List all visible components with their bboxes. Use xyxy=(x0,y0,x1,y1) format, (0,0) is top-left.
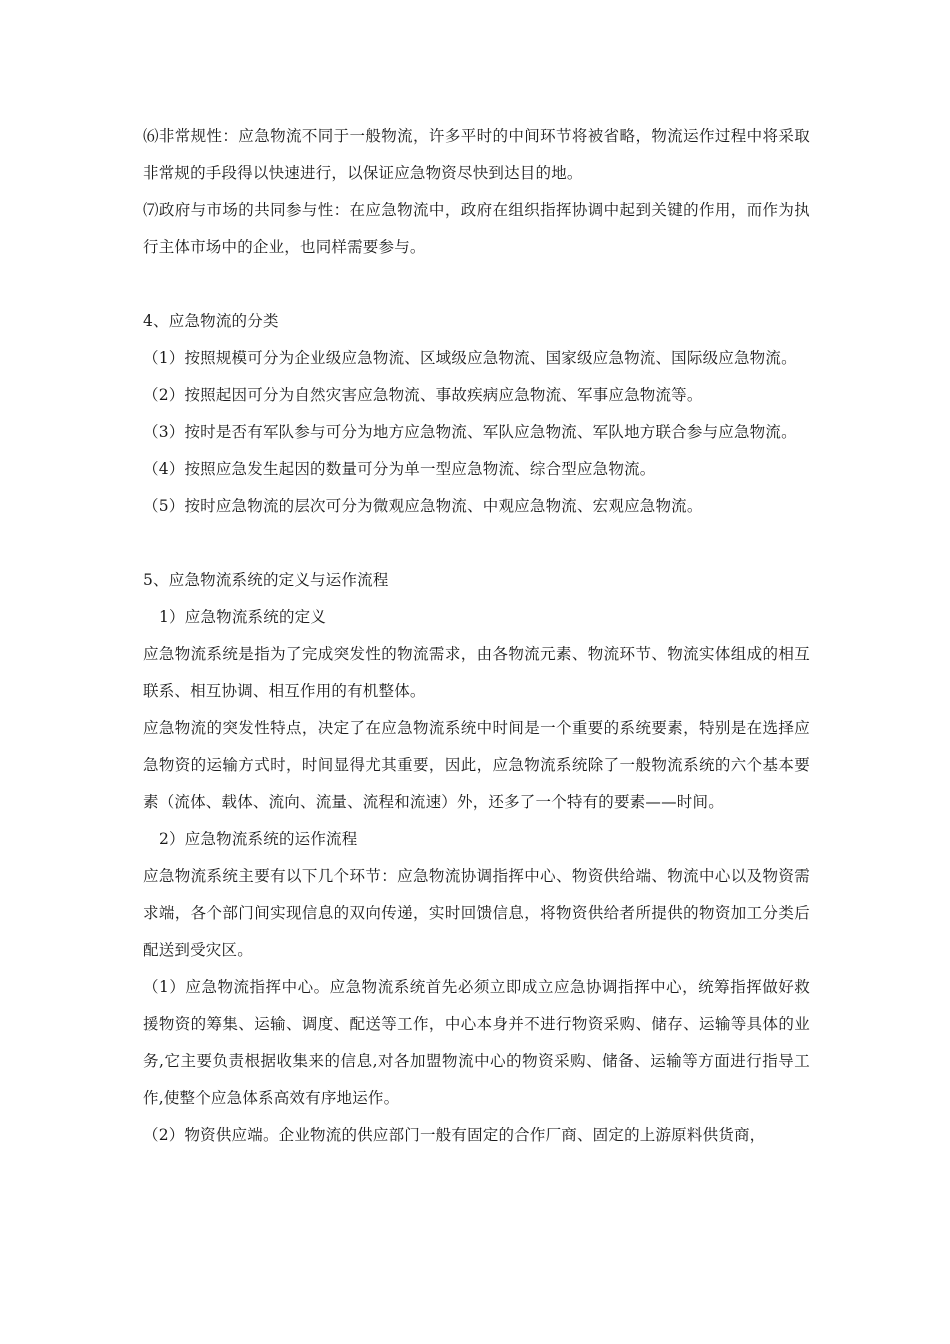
paragraph-spacer xyxy=(143,525,810,562)
subsection-heading: 2）应急物流系统的运作流程 xyxy=(159,830,358,848)
body-paragraph: （3）按时是否有军队参与可分为地方应急物流、军队应急物流、军队地方联合参与应急物流。 xyxy=(143,423,797,441)
section-heading: 4、应急物流的分类 xyxy=(143,312,279,330)
body-paragraph: （1）应急物流指挥中心。应急物流系统首先必须立即成立应急协调指挥中心，统筹指挥做好救援物资的筹集、运输、调度、配送等工作，中心本身并不进行物资采购、储存、运输等具体的业务,它主要负责根据收集来的信息,对各加盟物流中心的物资采购、储备、运输等方面进行指导工作,使整个应急体系高效有序地运作。 xyxy=(143,978,810,1107)
body-paragraph: ⑺政府与市场的共同参与性：在应急物流中，政府在组织指挥协调中起到关键的作用，而作为执行主体市场中的企业，也同样需要参与。 xyxy=(143,201,810,256)
body-paragraph: 应急物流系统是指为了完成突发性的物流需求，由各物流元素、物流环节、物流实体组成的相互联系、相互协调、相互作用的有机整体。 xyxy=(143,645,810,700)
paragraph-spacer xyxy=(143,266,810,303)
body-paragraph: （1）按照规模可分为企业级应急物流、区域级应急物流、国家级应急物流、国际级应急物流。 xyxy=(143,349,797,367)
subsection-heading: 1）应急物流系统的定义 xyxy=(159,608,327,626)
body-paragraph: （4）按照应急发生起因的数量可分为单一型应急物流、综合型应急物流。 xyxy=(143,460,656,478)
body-paragraph: ⑹非常规性：应急物流不同于一般物流，许多平时的中间环节将被省略，物流运作过程中将采取非常规的手段得以快速进行，以保证应急物资尽快到达目的地。 xyxy=(143,127,810,182)
document-body xyxy=(143,118,810,1154)
body-paragraph: 应急物流的突发性特点，决定了在应急物流系统中时间是一个重要的系统要素，特别是在选择应急物资的运输方式时，时间显得尤其重要，因此，应急物流系统除了一般物流系统的六个基本要素（流体、载体、流向、流量、流程和流速）外，还多了一个特有的要素——时间。 xyxy=(143,719,810,811)
body-paragraph: 应急物流系统主要有以下几个环节：应急物流协调指挥中心、物资供给端、物流中心以及物资需求端，各个部门间实现信息的双向传递，实时回馈信息，将物资供给者所提供的物资加工分类后配送到受灾区。 xyxy=(143,867,810,959)
body-paragraph: （2）物资供应端。企业物流的供应部门一般有固定的合作厂商、固定的上游原料供货商， xyxy=(143,1126,766,1144)
body-paragraph: （5）按时应急物流的层次可分为微观应急物流、中观应急物流、宏观应急物流。 xyxy=(143,497,703,515)
body-paragraph: （2）按照起因可分为自然灾害应急物流、事故疾病应急物流、军事应急物流等。 xyxy=(143,386,703,404)
section-heading: 5、应急物流系统的定义与运作流程 xyxy=(143,571,389,589)
